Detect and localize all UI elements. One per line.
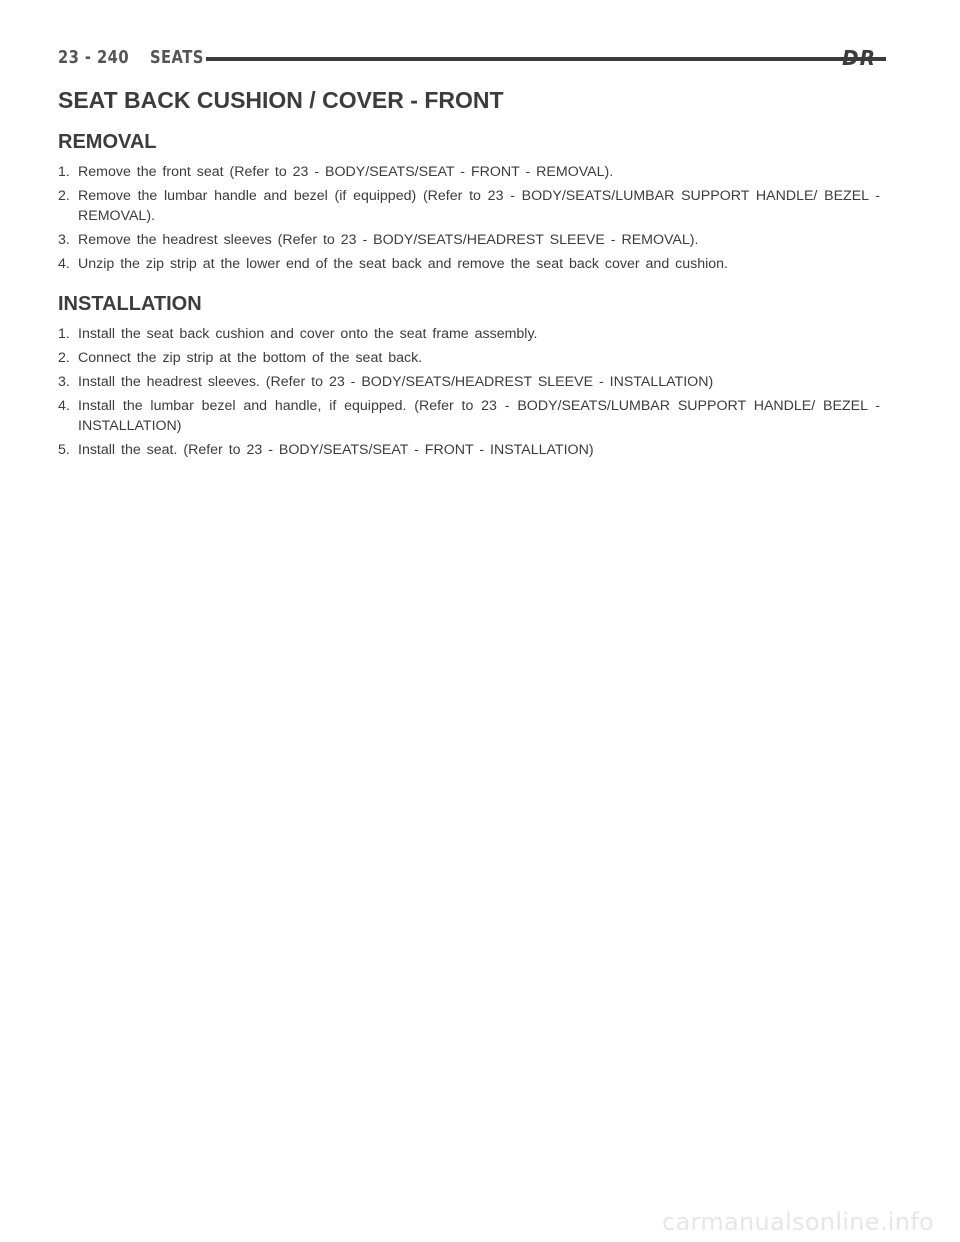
- installation-heading: INSTALLATION: [58, 293, 202, 315]
- step-number: 3.: [58, 374, 70, 390]
- step-text: Install the seat. (Refer to 23 - BODY/SEATS/SEAT - FRONT - INSTALLATION): [78, 442, 594, 458]
- step-text: Remove the lumbar handle and bezel (if equipped) (Refer to 23 - BODY/SEATS/LUMBAR SUPPORT HANDLE/ BEZEL - REMOVAL).: [78, 188, 880, 224]
- step-number: 4.: [58, 256, 70, 272]
- installation-step: [58, 372, 880, 392]
- removal-step: [58, 254, 880, 274]
- removal-step: [58, 186, 880, 226]
- installation-step: [58, 396, 880, 436]
- document-body: [58, 86, 880, 464]
- step-number: 4.: [58, 398, 70, 414]
- installation-step: [58, 440, 880, 460]
- header-rule: [206, 57, 886, 61]
- step-text: Remove the headrest sleeves (Refer to 23 - BODY/SEATS/HEADREST SLEEVE - REMOVAL).: [78, 232, 699, 248]
- step-text: Remove the front seat (Refer to 23 - BODY/SEATS/SEAT - FRONT - REMOVAL).: [78, 164, 614, 180]
- step-text: Connect the zip strip at the bottom of the seat back.: [78, 350, 423, 366]
- step-number: 1.: [58, 164, 70, 180]
- installation-steps: [58, 324, 880, 460]
- step-text: Unzip the zip strip at the lower end of the seat back and remove the seat back cover and cushion.: [78, 256, 728, 272]
- removal-step: [58, 230, 880, 250]
- removal-steps: [58, 162, 880, 274]
- removal-heading: REMOVAL: [58, 131, 157, 153]
- section-name: SEATS: [150, 47, 204, 68]
- step-number: 3.: [58, 232, 70, 248]
- step-text: Install the headrest sleeves. (Refer to 23 - BODY/SEATS/HEADREST SLEEVE - INSTALLATION): [78, 374, 714, 390]
- model-code: DR: [841, 46, 876, 70]
- installation-step: [58, 348, 880, 368]
- step-text: Install the lumbar bezel and handle, if equipped. (Refer to 23 - BODY/SEATS/LUMBAR SUPPORT HANDLE/ BEZEL - INSTALLATION): [78, 398, 880, 434]
- page-header: [58, 44, 878, 74]
- removal-step: [58, 162, 880, 182]
- step-number: 2.: [58, 188, 70, 204]
- page-title: SEAT BACK CUSHION / COVER - FRONT: [58, 87, 504, 113]
- watermark: carmanualsonline.info: [662, 1208, 934, 1236]
- step-number: 1.: [58, 326, 70, 342]
- step-number: 2.: [58, 350, 70, 366]
- step-text: Install the seat back cushion and cover onto the seat frame assembly.: [78, 326, 538, 342]
- step-number: 5.: [58, 442, 70, 458]
- installation-step: [58, 324, 880, 344]
- page-number: 23 - 240: [58, 47, 130, 68]
